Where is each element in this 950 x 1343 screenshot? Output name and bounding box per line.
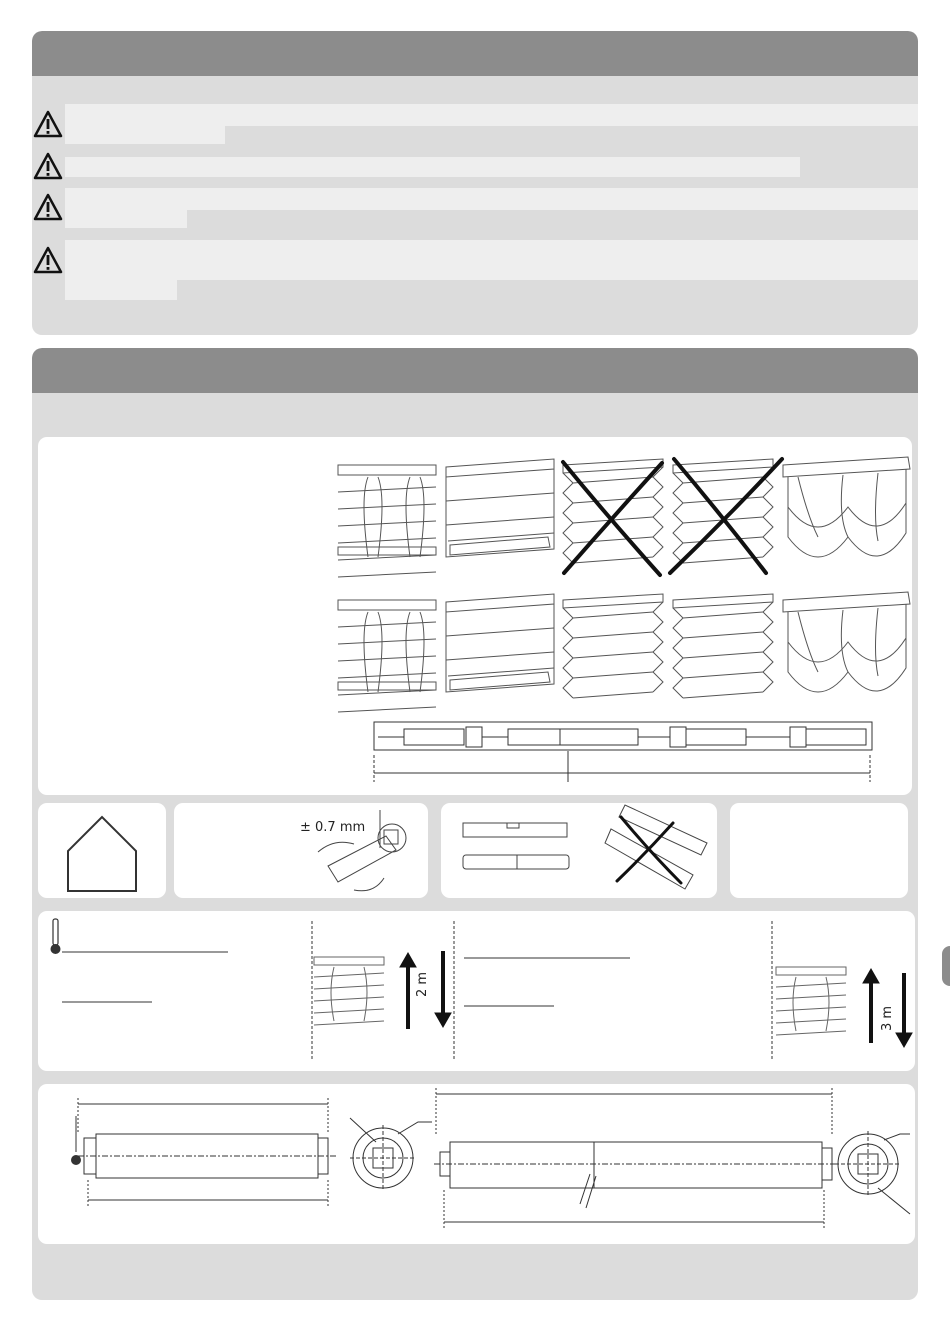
height-arrows [400,951,912,1047]
austrian-blind-drawing [783,592,910,692]
venetian-blind-drawing [314,957,384,1025]
tolerance-label: ± 0.7 mm [300,820,366,835]
pleated-blind-drawing [563,594,663,698]
tube-dimensions-drawing [38,1084,915,1244]
thermometer-icon [46,917,66,957]
warning-icon [33,193,63,221]
roman-blind-drawing [446,594,554,692]
tolerance-card [174,803,428,898]
venetian-blind-drawing [338,465,436,577]
tube-dimensions-card [38,1084,915,1244]
warning-text-3b [65,210,187,228]
warning-text-4b [65,280,177,300]
warning-text-4 [65,240,918,280]
page-side-tab [942,946,950,986]
blank-card [730,803,908,898]
warning-text-3 [65,188,918,210]
environment-illustration [38,911,915,1071]
spirit-level-icon [441,803,717,898]
height-2m-label: 2 m [415,971,430,997]
warnings-header [32,31,918,76]
warning-text-2 [65,157,800,177]
level-card [441,803,717,898]
warning-icon [33,152,63,180]
tube-layout-drawing [374,722,872,782]
indoor-use-card [38,803,166,898]
blind-types-illustration [38,437,912,795]
installation-header [32,348,918,393]
austrian-blind-drawing [783,457,910,557]
blind-types-card [38,437,912,795]
warning-text-1b [65,126,225,144]
environment-card [38,911,915,1071]
tube-alignment-drawing [314,808,424,896]
roman-blind-drawing [446,459,554,557]
pleated-blind-drawing [563,459,663,563]
warning-icon [33,246,63,274]
pleated-blind-drawing [673,594,773,698]
venetian-blind-drawing [338,600,436,712]
house-icon [38,803,166,898]
warning-text-1 [65,104,918,126]
height-3m-label: 3 m [880,1005,895,1031]
venetian-blind-drawing [776,967,846,1035]
warning-icon [33,110,63,138]
